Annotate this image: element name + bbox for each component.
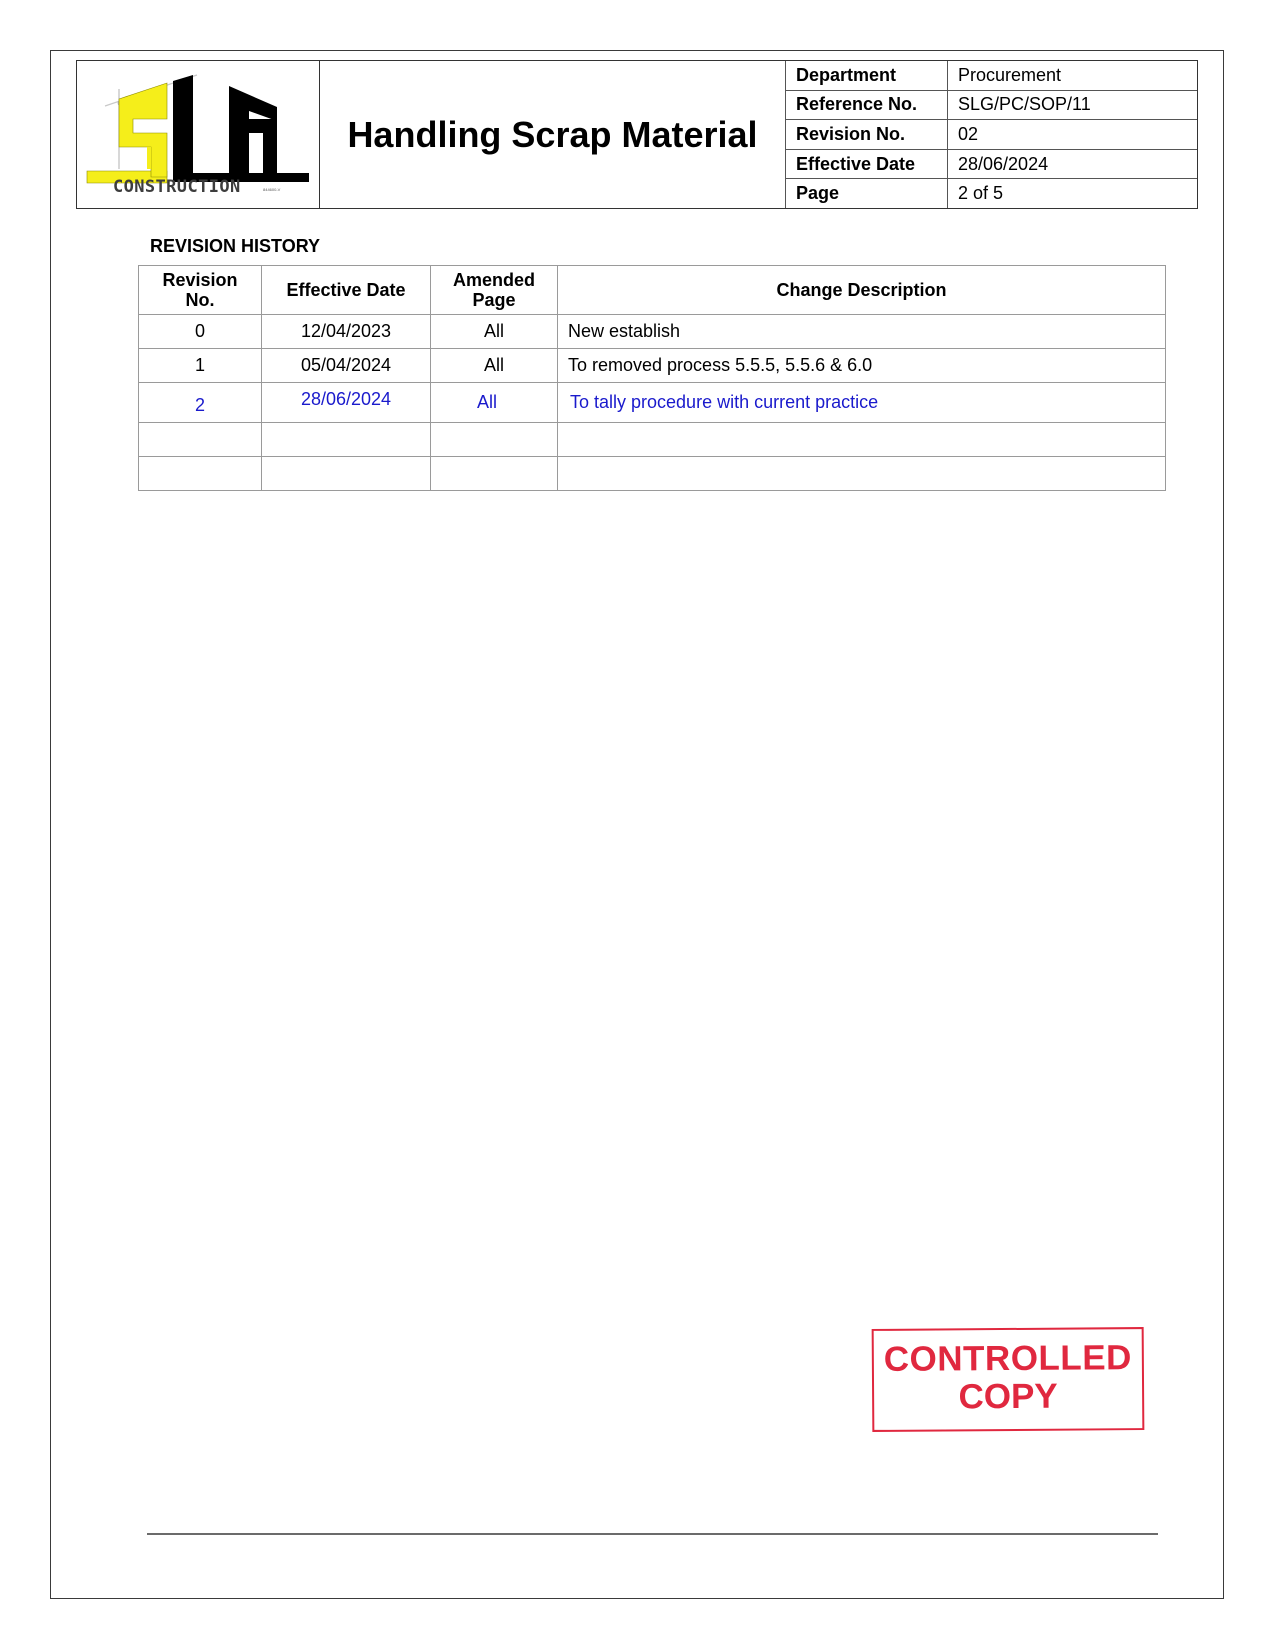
cell-page xyxy=(431,457,558,491)
meta-value: 2 of 5 xyxy=(958,183,1004,204)
cell-page: All xyxy=(431,383,558,423)
meta-key: Page xyxy=(786,179,948,208)
svg-text:CONSTRUCTION: CONSTRUCTION xyxy=(113,177,241,197)
company-logo xyxy=(77,61,320,208)
column-header-effective-date: Effective Date xyxy=(262,266,431,315)
meta-key: Department xyxy=(786,61,948,90)
meta-key: Revision No. xyxy=(786,120,948,149)
table-row xyxy=(139,349,1166,383)
column-header-change-description: Change Description xyxy=(558,266,1166,315)
cell-date: 28/06/2024 xyxy=(262,383,431,423)
stamp-line-2: COPY xyxy=(958,1376,1058,1417)
cell-page xyxy=(431,423,558,457)
meta-row-department xyxy=(786,61,1197,91)
revision-history-table xyxy=(138,265,1166,491)
cell-description: To tally procedure with current practice xyxy=(558,383,1166,423)
table-row xyxy=(139,457,1166,491)
slg-logo-icon xyxy=(77,61,320,208)
document-meta-table xyxy=(786,61,1197,208)
section-heading: REVISION HISTORY xyxy=(150,236,321,256)
meta-row-revision xyxy=(786,120,1197,150)
stamp-line-1: CONTROLLED xyxy=(883,1338,1133,1379)
cell-description: New establish xyxy=(558,315,1166,349)
meta-value: SLG/PC/SOP/11 xyxy=(958,94,1091,115)
table-row xyxy=(139,423,1166,457)
column-header-amended-page: Amended Page xyxy=(431,266,558,315)
cell-page: All xyxy=(431,349,558,383)
column-header-revision: Revision No. xyxy=(139,266,262,315)
cell-description xyxy=(558,423,1166,457)
document-title: Handling Scrap Material xyxy=(347,113,758,155)
meta-key: Reference No. xyxy=(786,91,948,120)
table-row xyxy=(139,383,1166,423)
footer-divider xyxy=(147,1533,1158,1535)
cell-revision: 0 xyxy=(139,315,262,349)
cell-description: To removed process 5.5.5, 5.5.6 & 6.0 xyxy=(558,349,1166,383)
table-header-row xyxy=(139,266,1166,315)
table-row xyxy=(139,315,1166,349)
cell-date xyxy=(262,457,431,491)
cell-revision xyxy=(139,457,262,491)
cell-revision: 2 xyxy=(139,383,262,423)
cell-revision xyxy=(139,423,262,457)
meta-value: Procurement xyxy=(958,64,1062,85)
cell-date: 12/04/2023 xyxy=(262,315,431,349)
meta-value: 02 xyxy=(958,123,979,144)
meta-key: Effective Date xyxy=(786,150,948,179)
cell-revision: 1 xyxy=(139,349,262,383)
meta-row-reference xyxy=(786,91,1197,121)
meta-row-effective-date xyxy=(786,150,1197,180)
controlled-copy-stamp xyxy=(872,1327,1145,1432)
document-title-cell xyxy=(320,61,786,208)
cell-date xyxy=(262,423,431,457)
cell-date: 05/04/2024 xyxy=(262,349,431,383)
meta-value: 28/06/2024 xyxy=(958,153,1049,174)
svg-text:844600-V: 844600-V xyxy=(263,187,281,192)
document-header xyxy=(76,60,1198,209)
cell-page: All xyxy=(431,315,558,349)
meta-row-page xyxy=(786,179,1197,208)
cell-description xyxy=(558,457,1166,491)
